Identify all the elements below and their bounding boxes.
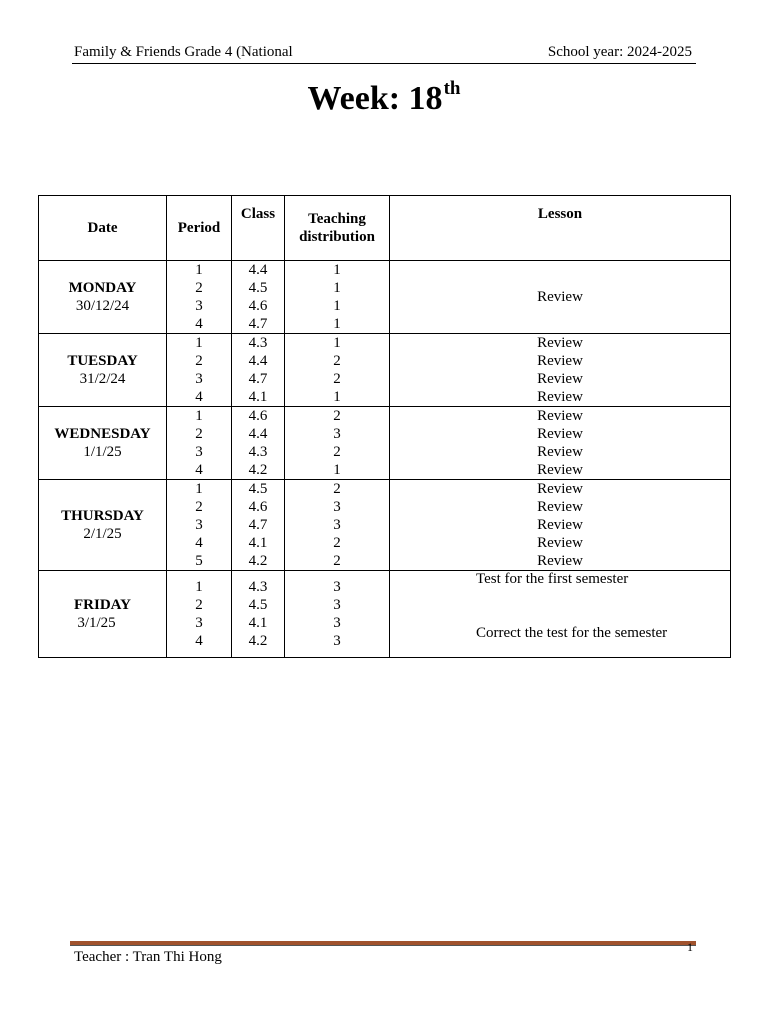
class-value: 4.2 (248, 553, 268, 569)
period-value: 2 (195, 280, 203, 296)
class-value: 4.4 (248, 353, 268, 369)
lesson-value: Review (537, 353, 583, 369)
lesson-value: Review (537, 426, 583, 442)
class-cell (232, 407, 285, 480)
page-number: 1 (687, 940, 693, 954)
lesson-value: Review (537, 481, 583, 497)
distribution-value: 2 (333, 481, 341, 497)
lesson-plan-table (38, 195, 731, 658)
distribution-value: 2 (333, 408, 341, 424)
distribution-value: 2 (333, 353, 341, 369)
lesson-cell (390, 571, 731, 658)
class-value: 4.6 (248, 298, 268, 314)
day-cell (39, 334, 167, 407)
distribution-value: 1 (333, 298, 341, 314)
distribution-value: 1 (333, 316, 341, 332)
distribution-cell (285, 261, 390, 334)
period-value: 1 (195, 335, 203, 351)
class-value: 4.6 (248, 408, 268, 424)
table-row-thursday (39, 480, 731, 571)
class-value: 4.6 (248, 499, 268, 515)
distribution-value: 3 (333, 597, 341, 613)
class-cell (232, 480, 285, 571)
distribution-value: 1 (333, 280, 341, 296)
day-date: 30/12/24 (75, 298, 130, 314)
distribution-value: 2 (333, 535, 341, 551)
period-cell (167, 261, 232, 334)
distribution-value: 2 (333, 371, 341, 387)
period-value: 2 (195, 499, 203, 515)
period-value: 1 (195, 408, 203, 424)
day-name: FRIDAY (74, 597, 131, 613)
period-value: 1 (195, 481, 203, 497)
lesson-value: Review (537, 389, 583, 405)
distribution-cell (285, 480, 390, 571)
header-course: Family & Friends Grade 4 (National (74, 44, 293, 60)
page-title (0, 78, 768, 118)
period-value: 1 (195, 579, 203, 595)
table-header-row (39, 196, 731, 261)
class-value: 4.5 (248, 481, 268, 497)
lesson-value: Correct the test for the semester (476, 625, 668, 641)
lesson-cell (390, 407, 731, 480)
distribution-value: 3 (333, 633, 341, 649)
class-cell (232, 334, 285, 407)
table-row-friday (39, 571, 731, 658)
lesson-value: Review (537, 462, 583, 478)
title-text: Week: 18 (307, 80, 443, 117)
class-value: 4.2 (248, 462, 268, 478)
header-class: Class (232, 196, 285, 261)
class-value: 4.7 (248, 371, 268, 387)
class-value: 4.3 (248, 335, 268, 351)
lesson-value: Review (537, 335, 583, 351)
period-value: 3 (195, 371, 203, 387)
table-row-monday (39, 261, 731, 334)
class-value: 4.7 (248, 517, 268, 533)
period-value: 4 (195, 633, 203, 649)
header-distribution-line1: Teaching (308, 211, 366, 227)
day-name: WEDNESDAY (54, 426, 151, 442)
period-value: 2 (195, 353, 203, 369)
period-value: 4 (195, 462, 203, 478)
day-name: TUESDAY (67, 353, 138, 369)
distribution-value: 2 (333, 553, 341, 569)
period-cell (167, 334, 232, 407)
day-name: MONDAY (68, 280, 137, 296)
lesson-value: Review (537, 444, 583, 460)
distribution-value: 3 (333, 426, 341, 442)
class-value: 4.4 (248, 426, 268, 442)
title-suffix: th (443, 78, 461, 99)
distribution-value: 1 (333, 262, 341, 278)
class-value: 4.3 (248, 444, 268, 460)
period-value: 3 (195, 444, 203, 460)
header-distribution (285, 196, 390, 261)
day-cell (39, 571, 167, 658)
header-date: Date (39, 196, 167, 261)
lesson-value: Review (537, 371, 583, 387)
distribution-value: 1 (333, 462, 341, 478)
lesson-value: Test for the first semester (476, 571, 629, 587)
day-cell (39, 480, 167, 571)
period-value: 2 (195, 426, 203, 442)
distribution-cell (285, 407, 390, 480)
page-header (72, 44, 696, 64)
distribution-value: 1 (333, 389, 341, 405)
class-value: 4.1 (248, 535, 268, 551)
lesson-cell (390, 480, 731, 571)
lesson-value: Review (537, 408, 583, 424)
lesson-value: Review (537, 553, 583, 569)
period-value: 5 (195, 553, 203, 569)
table-row-wednesday (39, 407, 731, 480)
period-cell (167, 480, 232, 571)
distribution-value: 3 (333, 499, 341, 515)
day-date: 31/2/24 (79, 371, 126, 387)
class-value: 4.4 (248, 262, 268, 278)
footer-teacher: Teacher : Tran Thi Hong (74, 949, 222, 965)
period-cell (167, 407, 232, 480)
distribution-cell (285, 571, 390, 658)
day-name: THURSDAY (61, 508, 144, 524)
lesson-value: Review (537, 499, 583, 515)
day-date: 3/1/25 (77, 615, 116, 631)
period-value: 2 (195, 597, 203, 613)
class-value: 4.2 (248, 633, 268, 649)
class-value: 4.5 (248, 280, 268, 296)
class-value: 4.7 (248, 316, 268, 332)
distribution-cell (285, 334, 390, 407)
class-value: 4.1 (248, 389, 268, 405)
period-value: 4 (195, 316, 203, 332)
header-lesson: Lesson (390, 196, 731, 261)
class-cell (232, 571, 285, 658)
header-distribution-line2: distribution (299, 229, 375, 245)
day-date: 2/1/25 (83, 526, 122, 542)
day-date: 1/1/25 (83, 444, 122, 460)
period-value: 3 (195, 615, 203, 631)
class-cell (232, 261, 285, 334)
lesson-cell (390, 334, 731, 407)
period-value: 4 (195, 535, 203, 551)
lesson-cell (390, 261, 731, 334)
period-cell (167, 571, 232, 658)
period-value: 3 (195, 517, 203, 533)
header-school-year: School year: 2024-2025 (547, 44, 692, 60)
lesson-value: Review (537, 517, 583, 533)
period-value: 3 (195, 298, 203, 314)
header-period: Period (167, 196, 232, 261)
footer-rule (70, 941, 696, 946)
distribution-value: 3 (333, 615, 341, 631)
class-value: 4.5 (248, 597, 268, 613)
lesson-value: Review (537, 289, 583, 305)
period-value: 1 (195, 262, 203, 278)
distribution-value: 1 (333, 335, 341, 351)
class-value: 4.1 (248, 615, 268, 631)
distribution-value: 3 (333, 517, 341, 533)
day-cell (39, 261, 167, 334)
distribution-value: 3 (333, 579, 341, 595)
table-row-tuesday (39, 334, 731, 407)
period-value: 4 (195, 389, 203, 405)
class-value: 4.3 (248, 579, 268, 595)
distribution-value: 2 (333, 444, 341, 460)
lesson-value: Review (537, 535, 583, 551)
day-cell (39, 407, 167, 480)
